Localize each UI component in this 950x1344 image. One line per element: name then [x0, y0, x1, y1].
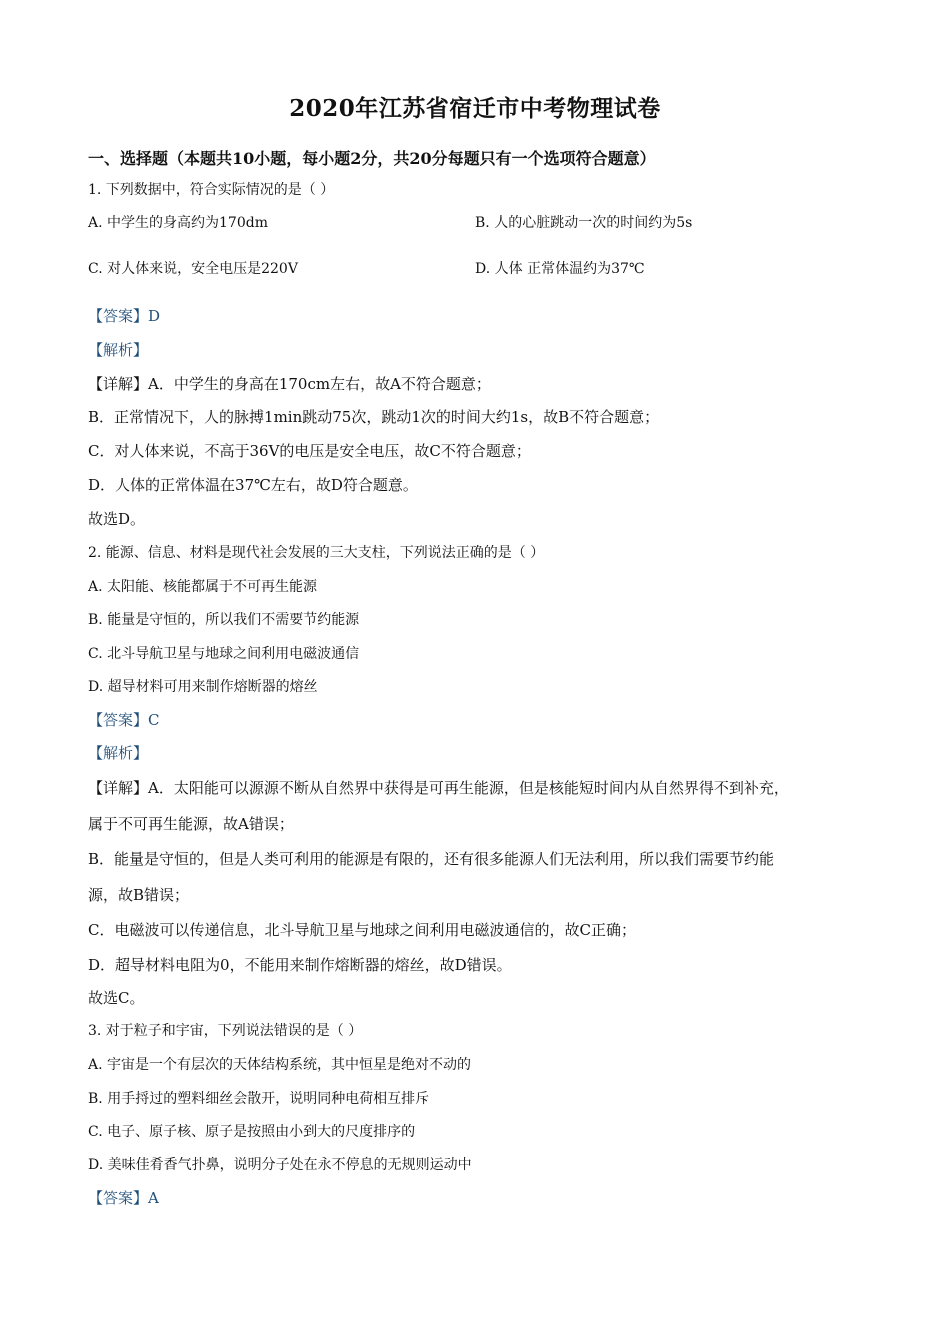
question-3-option-a: A. 宇宙是一个有层次的天体结构系统，其中恒星是绝对不动的: [88, 1057, 472, 1073]
question-2-detail-line: 源，故B错误；: [88, 886, 190, 904]
question-1-detail-line: 【详解】A．中学生的身高在170cm左右，故A不符合题意；: [88, 375, 491, 393]
question-2-option-b: B. 能量是守恒的，所以我们不需要节约能源: [88, 612, 360, 628]
question-1-option-a: A. 中学生的身高约为170dm: [88, 215, 268, 231]
question-1-option-d: D. 人体 正常体温约为37℃: [475, 261, 645, 277]
question-2-option-d: D. 超导材料可用来制作熔断器的熔丝: [88, 679, 318, 695]
question-1-detail-line: B．正常情况下，人的脉搏1min跳动75次，跳动1次的时间大约1s，故B不符合题意；: [88, 408, 660, 426]
question-1-stem: 1. 下列数据中，符合实际情况的是（ ）: [88, 182, 335, 198]
question-2-detail-line: 属于不可再生能源，故A错误；: [88, 815, 294, 833]
question-1-option-c: C. 对人体来说，安全电压是220V: [88, 261, 298, 277]
document-title: 2020年江苏省宿迁市中考物理试卷: [289, 95, 661, 122]
question-2-option-c: C. 北斗导航卫星与地球之间利用电磁波通信: [88, 646, 360, 662]
question-3-stem: 3. 对于粒子和宇宙，下列说法错误的是（ ）: [88, 1023, 363, 1039]
question-3-option-c: C. 电子、原子核、原子是按照由小到大的尺度排序的: [88, 1124, 416, 1140]
question-2-answer: 【答案】C: [88, 711, 160, 729]
section-heading: 一、选择题（本题共10小题，每小题2分，共20分每题只有一个选项符合题意）: [88, 149, 656, 168]
question-2-analysis-label: 【解析】: [88, 744, 149, 762]
question-1-option-b: B. 人的心脏跳动一次的时间约为5s: [475, 215, 693, 231]
question-2-option-a: A. 太阳能、核能都属于不可再生能源: [88, 579, 318, 595]
question-2-conclusion: 故选C。: [88, 989, 145, 1007]
question-1-detail-line: C．对人体来说，不高于36V的电压是安全电压，故C不符合题意；: [88, 442, 531, 460]
question-1-conclusion: 故选D。: [88, 510, 146, 528]
question-3-option-d: D. 美味佳肴香气扑鼻，说明分子处在永不停息的无规则运动中: [88, 1157, 472, 1173]
question-1-detail-line: D．人体的正常体温在37℃左右，故D符合题意。: [88, 476, 418, 494]
question-1-answer: 【答案】D: [88, 307, 161, 325]
question-2-detail-line: C．电磁波可以传递信息，北斗导航卫星与地球之间利用电磁波通信的，故C正确；: [88, 921, 636, 939]
question-2-detail-line: B．能量是守恒的，但是人类可利用的能源是有限的，还有很多能源人们无法利用，所以我们需要节约能: [88, 850, 775, 868]
question-2-detail-line: 【详解】A．太阳能可以源源不断从自然界中获得是可再生能源，但是核能短时间内从自然界得不到补充，: [88, 779, 789, 797]
question-2-detail-line: D．超导材料电阻为0，不能用来制作熔断器的熔丝，故D错误。: [88, 956, 512, 974]
question-3-answer: 【答案】A: [88, 1189, 159, 1207]
question-1-analysis-label: 【解析】: [88, 341, 149, 359]
question-2-stem: 2. 能源、信息、材料是现代社会发展的三大支柱，下列说法正确的是（ ）: [88, 545, 545, 561]
question-3-option-b: B. 用手捋过的塑料细丝会散开，说明同种电荷相互排斥: [88, 1091, 430, 1107]
